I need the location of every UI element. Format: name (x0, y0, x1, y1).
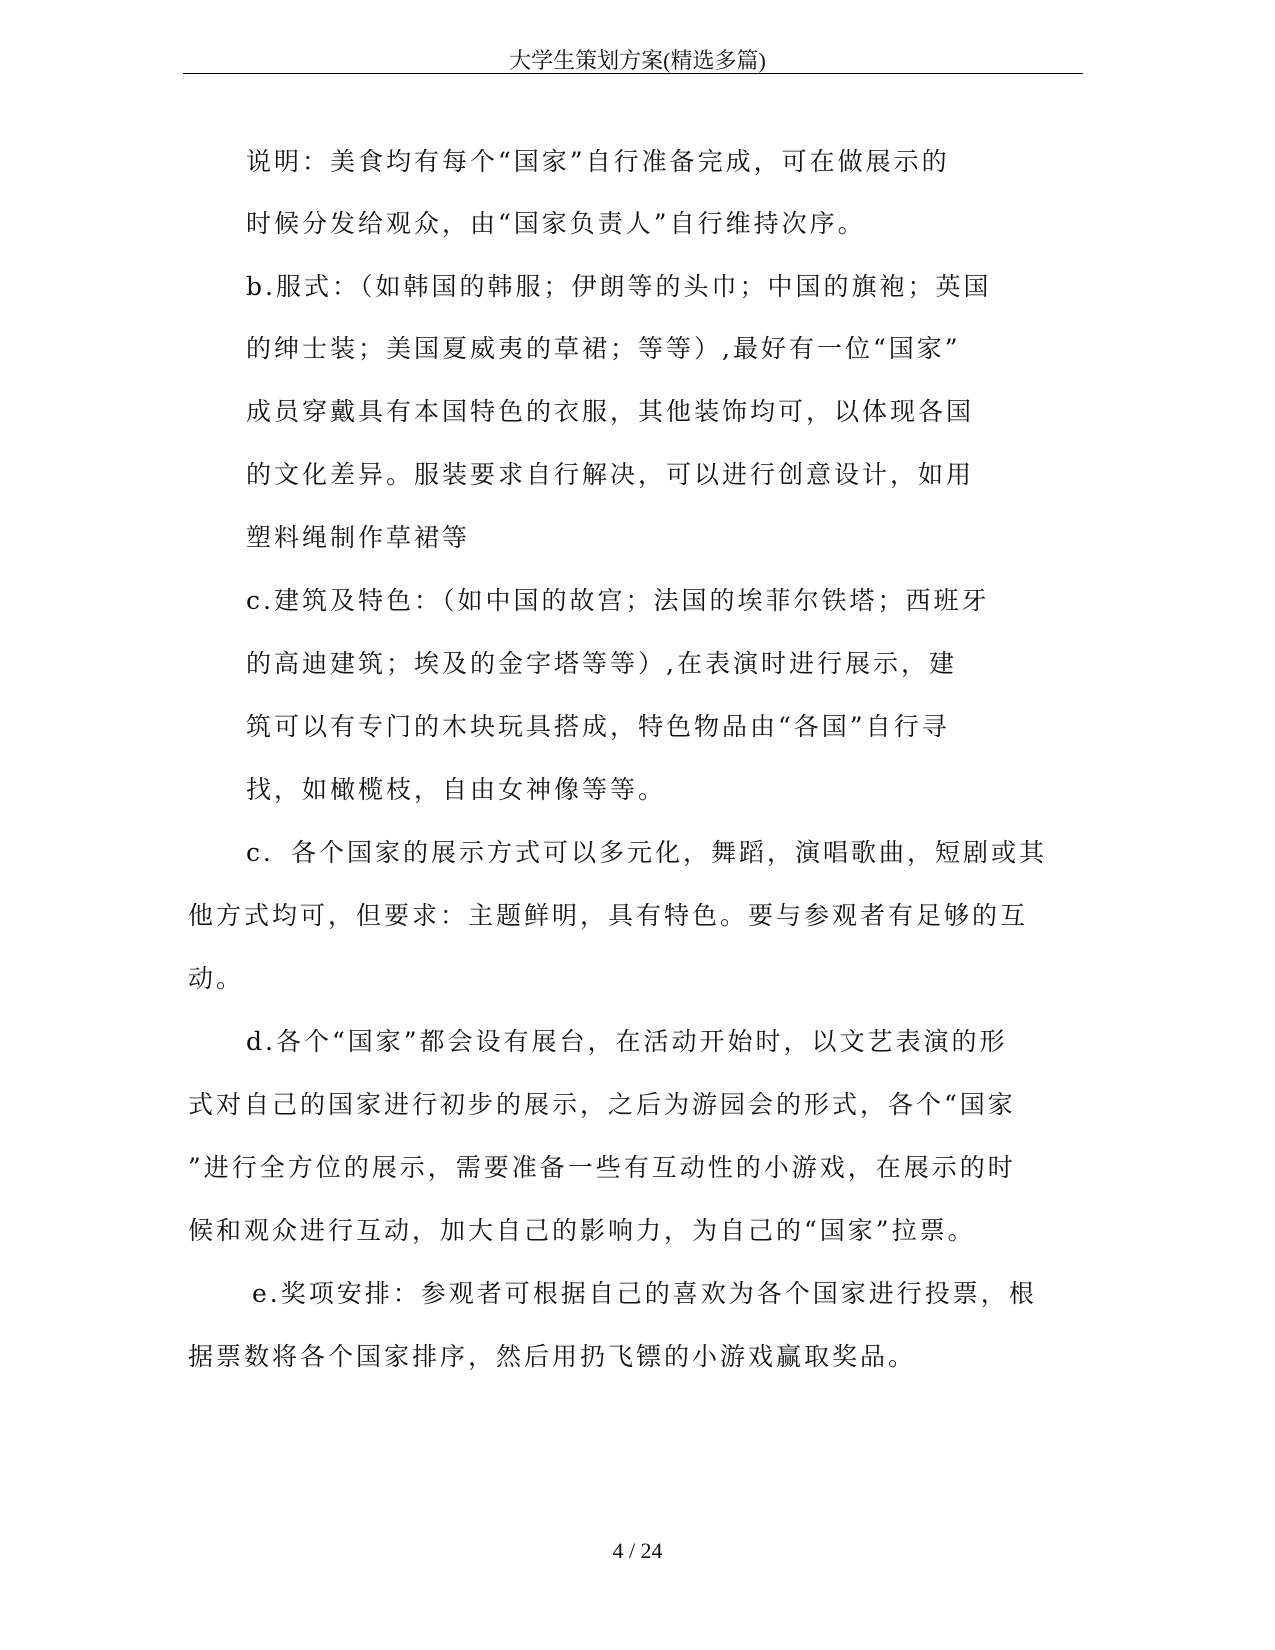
body-line: 找，如橄榄枝，自由女神像等等。 (246, 775, 667, 804)
header-divider (183, 73, 1083, 74)
page-header-title: 大学生策划方案(精选多篇) (509, 48, 766, 73)
body-line: 候和观众进行互动，加大自己的影响力，为自己的“国家”拉票。 (188, 1216, 976, 1245)
body-line: e.奖项安排：参观者可根据自己的喜欢为各个国家进行投票，根 (252, 1279, 1037, 1308)
body-line: 的文化差异。服装要求自行解决，可以进行创意设计，如用 (246, 460, 975, 489)
body-line: 据票数将各个国家排序，然后用扔飞镖的小游戏赢取奖品。 (188, 1342, 917, 1371)
body-line: 塑料绳制作草裙等 (246, 523, 471, 552)
body-line: 说明：美食均有每个“国家”自行准备完成，可在做展示的 (246, 147, 950, 176)
body-line: c．各个国家的展示方式可以多元化，舞蹈，演唱歌曲，短剧或其 (246, 838, 1048, 867)
body-line: c.建筑及特色：（如中国的故宫；法国的埃菲尔铁塔；西班牙 (246, 586, 990, 615)
body-line: 时候分发给观众，由“国家负责人”自行维持次序。 (246, 209, 866, 238)
body-line: 筑可以有专门的木块玩具搭成，特色物品由“各国”自行寻 (246, 712, 950, 741)
body-line: 的高迪建筑；埃及的金字塔等等）,在表演时进行展示，建 (246, 649, 957, 678)
body-line: 成员穿戴具有本国特色的衣服，其他装饰均可，以体现各国 (246, 397, 975, 426)
body-line: d.各个“国家”都会设有展台，在活动开始时，以文艺表演的形 (246, 1027, 1008, 1056)
body-line: 式对自己的国家进行初步的展示，之后为游园会的形式，各个“国家 (188, 1090, 1016, 1119)
body-line: 的绅士装；美国夏威夷的草裙；等等）,最好有一位“国家” (246, 334, 961, 363)
body-line: ”进行全方位的展示，需要准备一些有互动性的小游戏，在展示的时 (188, 1153, 1016, 1182)
body-line: b.服式：（如韩国的韩服；伊朗等的头巾；中国的旗袍；英国 (246, 272, 992, 301)
body-line: 动。 (188, 964, 245, 993)
body-line: 他方式均可，但要求：主题鲜明，具有特色。要与参观者有足够的互 (188, 901, 1029, 930)
page-number: 4 / 24 (612, 1538, 663, 1563)
